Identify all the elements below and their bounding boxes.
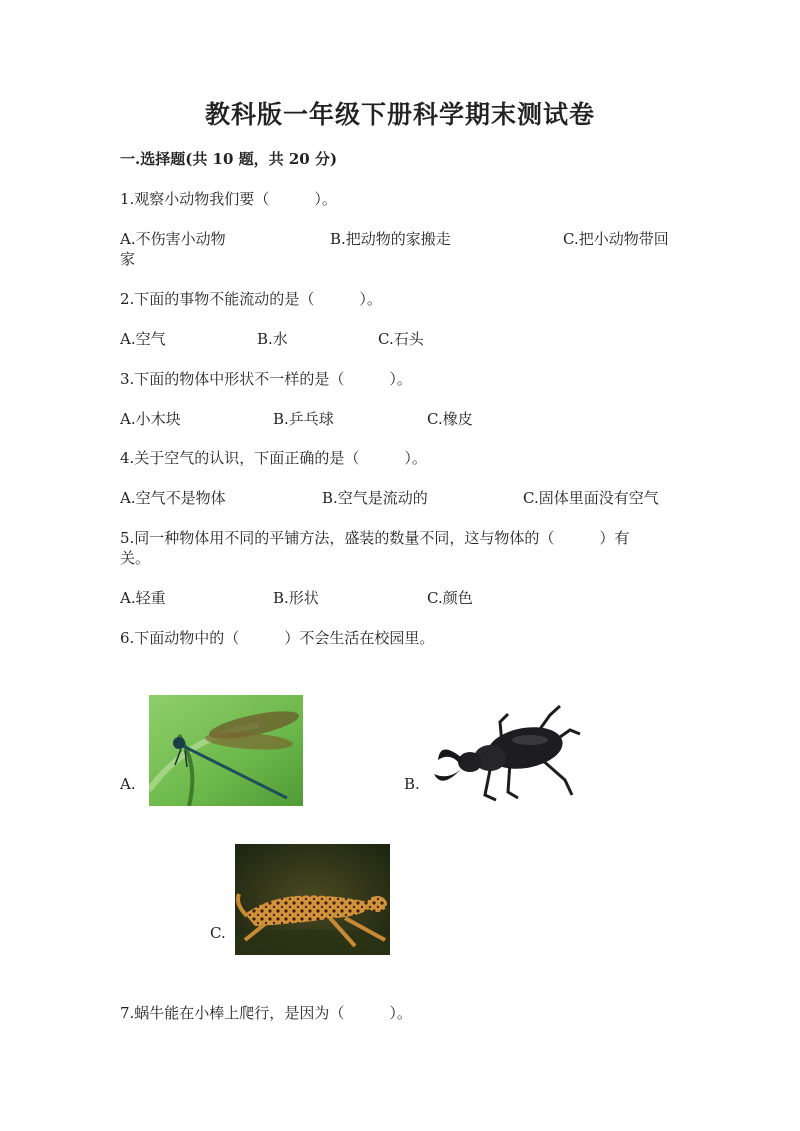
question-3: 3.下面的物体中形状不一样的是（ ）。 xyxy=(120,370,412,388)
q4-option-a: A.空气不是物体 xyxy=(120,489,226,507)
question-5-continued: 关。 xyxy=(120,549,151,567)
q1-option-a: A.不伤害小动物 xyxy=(120,230,226,248)
q4-option-c: C.固体里面没有空气 xyxy=(523,489,659,507)
q3-option-a: A.小木块 xyxy=(120,410,181,428)
question-2: 2.下面的事物不能流动的是（ ）。 xyxy=(120,290,382,308)
q3-option-b: B.乒乓球 xyxy=(273,410,334,428)
stag-beetle-image xyxy=(430,700,585,808)
q1-option-b: B.把动物的家搬走 xyxy=(330,230,451,248)
cheetah-image xyxy=(235,844,390,955)
q2-option-c: C.石头 xyxy=(378,330,424,348)
question-6: 6.下面动物中的（ ）不会生活在校园里。 xyxy=(120,629,435,647)
q6-option-a: A. xyxy=(120,775,136,793)
q6-option-c: C. xyxy=(210,924,226,942)
q1-option-c-continued: 家 xyxy=(120,250,136,268)
question-1: 1.观察小动物我们要（ ）。 xyxy=(120,190,337,208)
question-7: 7.蜗牛能在小棒上爬行，是因为（ ）。 xyxy=(120,1004,412,1022)
q3-option-c: C.橡皮 xyxy=(427,410,473,428)
question-4: 4.关于空气的认识，下面正确的是（ ）。 xyxy=(120,449,427,467)
page-title: 教科版一年级下册科学期末测试卷 xyxy=(204,100,595,129)
q1-option-c: C.把小动物带回 xyxy=(563,230,669,248)
section-heading: 一.选择题(共 10 题，共 20 分) xyxy=(120,150,338,168)
q4-option-b: B.空气是流动的 xyxy=(322,489,428,507)
dragonfly-image xyxy=(149,695,303,806)
q5-option-b: B.形状 xyxy=(273,589,319,607)
q2-option-a: A.空气 xyxy=(120,330,166,348)
question-5: 5.同一种物体用不同的平铺方法，盛装的数量不同，这与物体的（ ）有 xyxy=(120,529,630,547)
q6-option-b: B. xyxy=(404,775,420,793)
q2-option-b: B.水 xyxy=(257,330,288,348)
q5-option-c: C.颜色 xyxy=(427,589,473,607)
q5-option-a: A.轻重 xyxy=(120,589,166,607)
